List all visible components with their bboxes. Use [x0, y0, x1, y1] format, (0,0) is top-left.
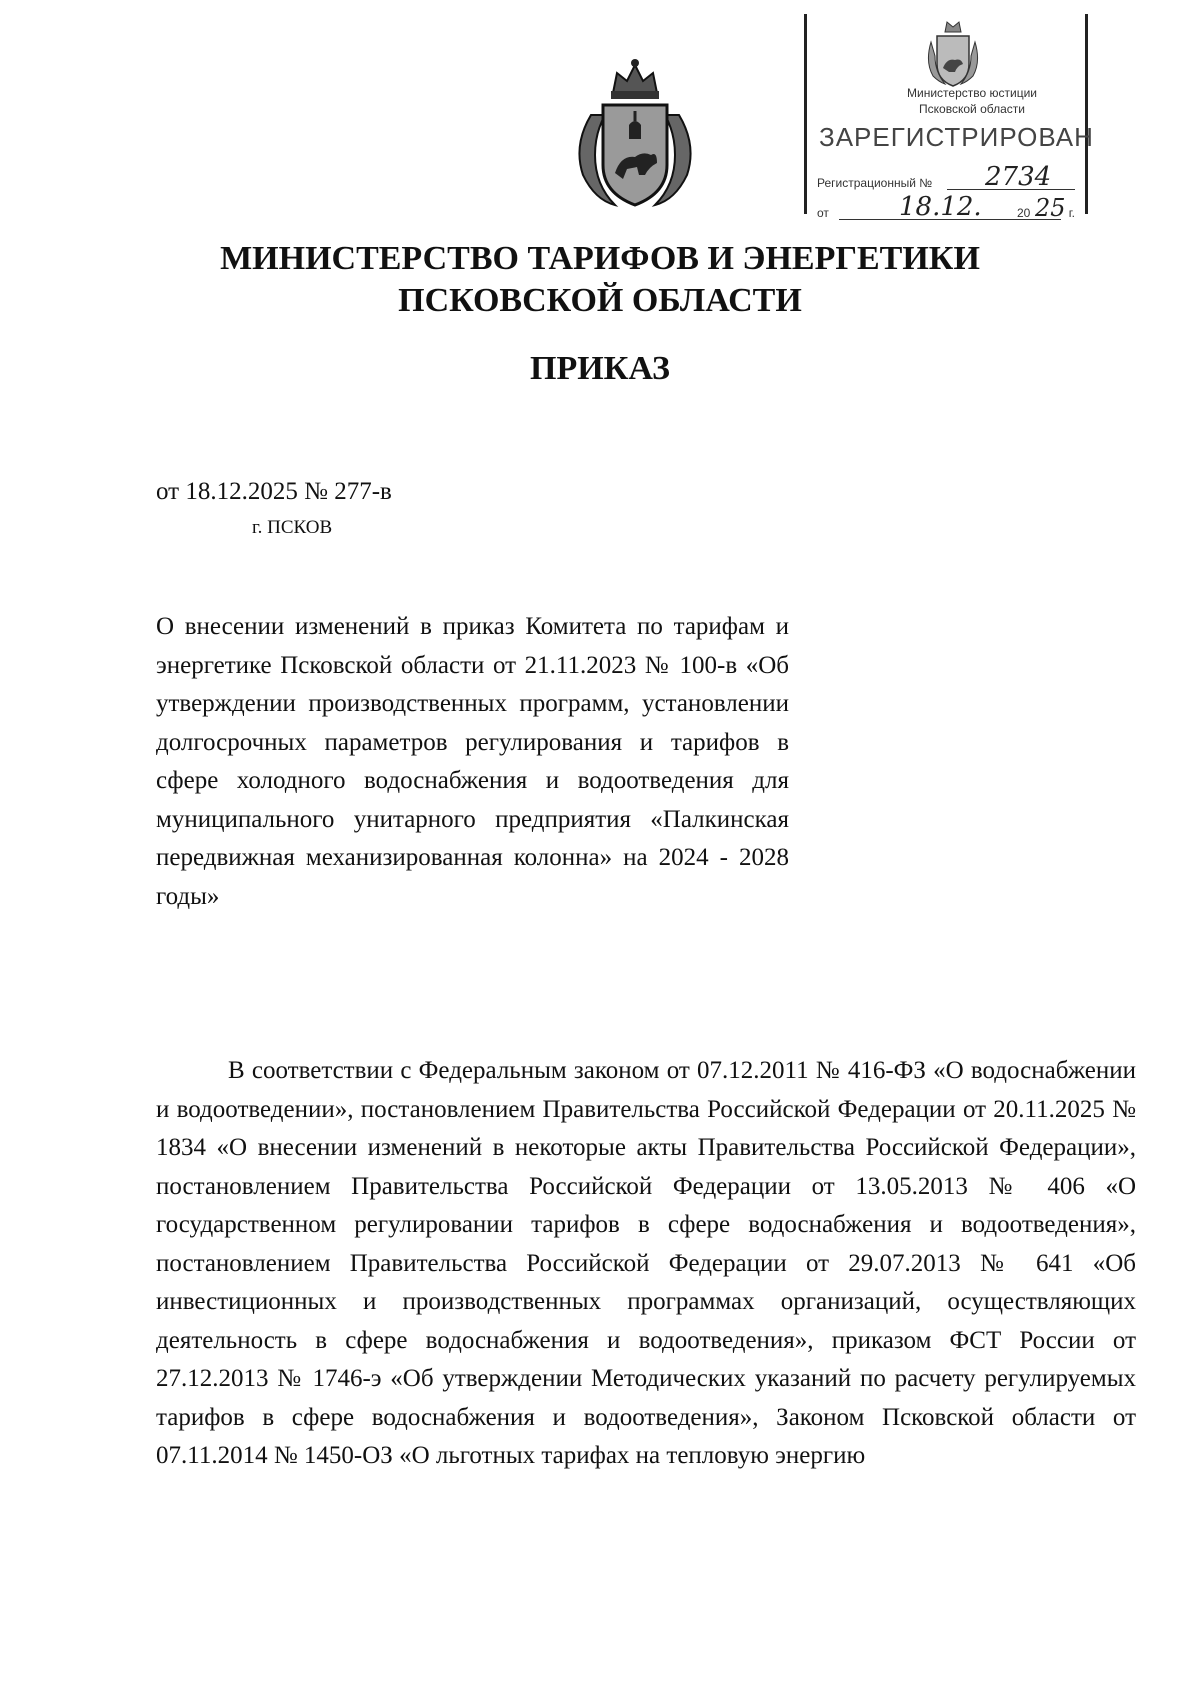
stamp-date: 18.12. — [899, 192, 982, 222]
stamp-coat-of-arms-icon — [925, 18, 981, 90]
stamp-date-line — [817, 192, 1079, 222]
ministry-name — [150, 238, 1050, 322]
stamp-date-label: от — [817, 206, 829, 220]
stamp-status: ЗАРЕГИСТРИРОВАН — [819, 122, 1094, 152]
order-date-number: от 18.12.2025 № 277-в — [156, 478, 392, 505]
registration-stamp — [804, 14, 1094, 222]
stamp-org-line1: Министерство юстиции — [907, 86, 1037, 100]
stamp-org-line2: Псковской области — [919, 102, 1025, 116]
order-body-paragraph: В соответствии с Федеральным законом от 07.12.2011 № 416-ФЗ «О водоснабжении и водоотведении», постановлением Правительства Российской Федерации от 20.11.2025 № 1834 «О внесении изменений в некоторые акты Правительства Российской Федерации», постановлением Правительства Российской Федерации от 13.05.2013 № 406 «О государственном регулировании тарифов в сфере водоснабжения и водоотведения», постановлением Правительства Российской Федерации от 29.07.2013 № 641 «Об инвестиционных и производственных программах организаций, осуществляющих деятельность в сфере водоснабжения и водоотведения», приказом ФСТ России от 27.12.2013 № 1746-э «Об утверждении Методических указаний по расчету регулируемых тарифов в сфере водоснабжения и водоотведения», Законом Псковской области от 07.11.2014 № 1450-ОЗ «О льготных тарифах на тепловую энергию — [156, 1057, 1136, 1469]
stamp-reg-number: 2734 — [985, 162, 1052, 192]
stamp-year-prefix: 20 — [1017, 206, 1031, 220]
document-type: ПРИКАЗ — [530, 350, 670, 387]
stamp-year-suffix: 25 — [1035, 194, 1066, 222]
ministry-name-line2: ПСКОВСКОЙ ОБЛАСТИ — [398, 282, 802, 319]
coat-of-arms-icon — [565, 55, 705, 215]
stamp-reg-number-label: Регистрационный № — [817, 176, 933, 190]
ministry-name-line1: МИНИСТЕРСТВО ТАРИФОВ И ЭНЕРГЕТИКИ — [220, 240, 980, 277]
stamp-reg-number-line — [817, 162, 1079, 192]
stamp-year-mark: г. — [1068, 206, 1075, 220]
order-city: г. ПСКОВ — [252, 517, 333, 538]
order-subject: О внесении изменений в приказ Комитета по тарифам и энергетике Псковской области от 21.11.2023 № 100-в «Об утверждении производственных программ, установлении долгосрочных параметров регулирования и тарифов в сфере холодного водоснабжения и водоотведения для муниципального унитарного предприятия «Палкинская передвижная механизированная колонна» на 2024 - 2028 годы» — [156, 613, 789, 910]
